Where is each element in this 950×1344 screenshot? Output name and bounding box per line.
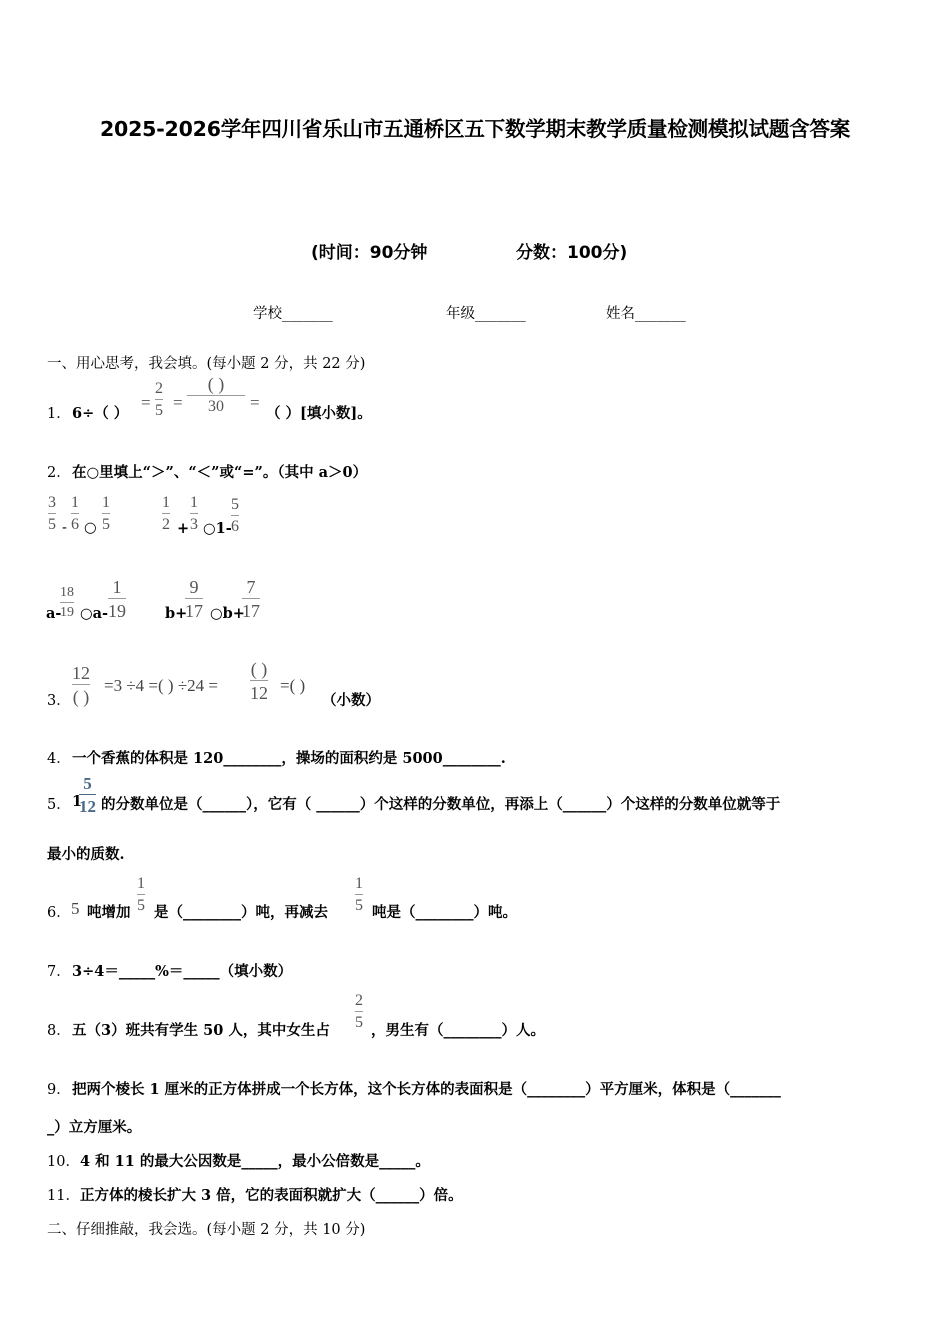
q2-r2-circle[interactable]: ○a- [80, 605, 109, 622]
frac-num: 1 [137, 875, 145, 892]
q1-eq1: = [141, 393, 151, 412]
q2-r1-frac-d [162, 495, 170, 533]
grade-field: 年级_______ [446, 306, 526, 322]
frac-num: 7 [246, 577, 256, 597]
q8-fraction [355, 993, 363, 1031]
q3-eq: =( ) [280, 676, 306, 695]
q1-fraction-2 [187, 375, 245, 415]
frac-den: 19 [60, 605, 74, 620]
frac-den: 17 [185, 601, 203, 621]
exam-score: 分数：100分) [516, 243, 628, 263]
frac-den: 2 [162, 516, 170, 533]
q11-text: 正方体的棱长扩大 3 倍，它的表面积就扩大（______）倍。 [80, 1187, 463, 1204]
q1-eq2: = [173, 393, 183, 412]
frac-num: 1 [112, 577, 122, 597]
q1-number: 1． [47, 406, 71, 422]
q2-r2-frac-b [108, 578, 126, 620]
frac-num: 3 [48, 494, 56, 511]
q2-r1-circle-2[interactable]: ○1- [203, 520, 232, 537]
q5-text: 的分数单位是（______），它有（ ______）个这样的分数单位，再添上（______）个这样的分数单位就等于 [101, 796, 781, 813]
frac-den: 6 [231, 518, 239, 535]
q6-a: 5 [71, 899, 80, 918]
q8-t1: 五（3）班共有学生 50 人，其中女生占 [72, 1022, 330, 1039]
q2-r1-frac-e [190, 495, 198, 533]
frac-num: 12 [72, 663, 90, 683]
q9-text: 把两个棱长 1 厘米的正方体拼成一个长方体，这个长方体的表面积是（________）平方厘米，体积是（_______ [72, 1081, 781, 1098]
q7-text: 3÷4＝_____%＝_____（填小数） [72, 963, 293, 980]
frac-num: 9 [189, 577, 199, 597]
frac-num: 5 [231, 496, 239, 513]
q8-number: 8． [47, 1023, 71, 1039]
q6-t3: 吨是（________）吨。 [372, 904, 517, 921]
frac-num: 1 [190, 494, 198, 511]
q1-text-b: （ ）[填小数]。 [266, 405, 372, 422]
frac-den: 19 [108, 601, 126, 621]
frac-den: 12 [250, 683, 268, 703]
q6-number: 6． [47, 905, 71, 921]
q4-text: 一个香蕉的体积是 120________，操场的面积约是 5000________. [72, 750, 506, 767]
frac-num: ( ) [250, 659, 268, 679]
q2-number: 2． [47, 465, 71, 481]
q6-fraction-2 [355, 876, 363, 914]
frac-den: 5 [355, 897, 363, 914]
q3-tail: （小数） [322, 692, 380, 709]
page-title: 2025-2026学年四川省乐山市五通桥区五下数学期末教学质量检测模拟试题含答案 [99, 117, 851, 141]
q5-fraction [79, 775, 96, 815]
q2-r2-circle-2[interactable]: ○b+ [210, 605, 245, 622]
q2-r1-frac-f [231, 497, 239, 535]
q9-continuation: _）立方厘米。 [47, 1119, 142, 1136]
q2-r2-a: a- [46, 605, 62, 622]
frac-den: 5 [102, 516, 110, 533]
q2-text: 在○里填上“＞”、“＜”或“=”。（其中 a＞0） [72, 464, 368, 481]
frac-num: 5 [83, 774, 92, 793]
q7-number: 7． [47, 964, 71, 980]
q9-number: 9． [47, 1082, 71, 1098]
frac-den: 5 [355, 1014, 363, 1031]
frac-num: 1 [162, 494, 170, 511]
q3-fraction-2 [250, 660, 268, 702]
q2-r1-frac-a [48, 495, 56, 533]
q2-r2-c: b+ [165, 605, 188, 622]
q6-t1: 吨增加 [87, 904, 131, 921]
q10-text: 4 和 11 的最大公因数是_____，最小公倍数是_____。 [80, 1153, 430, 1170]
q5-whole: 1 [72, 793, 83, 810]
q2-r2-frac-a [60, 586, 74, 620]
q1-eq3: = [250, 393, 260, 412]
frac-den: 5 [48, 516, 56, 533]
q5-number: 5． [47, 797, 71, 813]
frac-den: 5 [137, 897, 145, 914]
q2-r1-circle[interactable]: ○ [84, 520, 97, 536]
q2-r1-plus: + [177, 520, 190, 537]
q2-r1-minus: - [62, 520, 67, 536]
q2-r2-frac-c [185, 578, 203, 620]
q5-continuation: 最小的质数. [47, 846, 125, 863]
q10-number: 10． [47, 1154, 80, 1170]
frac-den: ( ) [72, 687, 90, 707]
q1-fraction-1 [155, 381, 163, 419]
q2-r1-frac-c [102, 495, 110, 533]
name-field: 姓名_______ [606, 306, 686, 322]
q3-number: 3． [47, 693, 71, 709]
frac-num: 1 [355, 875, 363, 892]
section-2-heading: 二、仔细推敲，我会选。(每小题 2 分，共 10 分) [47, 1222, 366, 1238]
frac-den: 17 [242, 601, 260, 621]
q2-r2-frac-d [242, 578, 260, 620]
q1-f2-numerator: ( ) [207, 374, 225, 394]
section-1-heading: 一、用心思考，我会填。(每小题 2 分，共 22 分) [47, 356, 366, 372]
q6-t2: 是（________）吨，再减去 [154, 904, 328, 921]
q3-fraction-1 [72, 664, 90, 706]
q1-f2-denominator: 30 [208, 398, 224, 415]
q3-middle: =3 ÷4 =( ) ÷24 = [104, 676, 218, 695]
q8-t2: ，男生有（________）人。 [371, 1022, 545, 1039]
frac-den: 3 [190, 516, 198, 533]
frac-den: 6 [71, 516, 79, 533]
frac-num: 1 [102, 494, 110, 511]
q11-number: 11． [47, 1188, 80, 1204]
q6-fraction-1 [137, 876, 145, 914]
q1-text-a: 6÷（ ） [72, 405, 129, 422]
frac-num: 2 [355, 992, 363, 1009]
q1-f1-numerator: 2 [155, 380, 163, 397]
frac-num: 1 [71, 494, 79, 511]
frac-den: 12 [79, 797, 96, 816]
school-field: 学校_______ [253, 306, 333, 322]
exam-time: (时间：90分钟 [311, 243, 428, 263]
frac-num: 18 [60, 585, 74, 600]
q2-r1-frac-b [71, 495, 79, 533]
q1-f1-denominator: 5 [155, 402, 163, 419]
q4-number: 4． [47, 751, 71, 767]
